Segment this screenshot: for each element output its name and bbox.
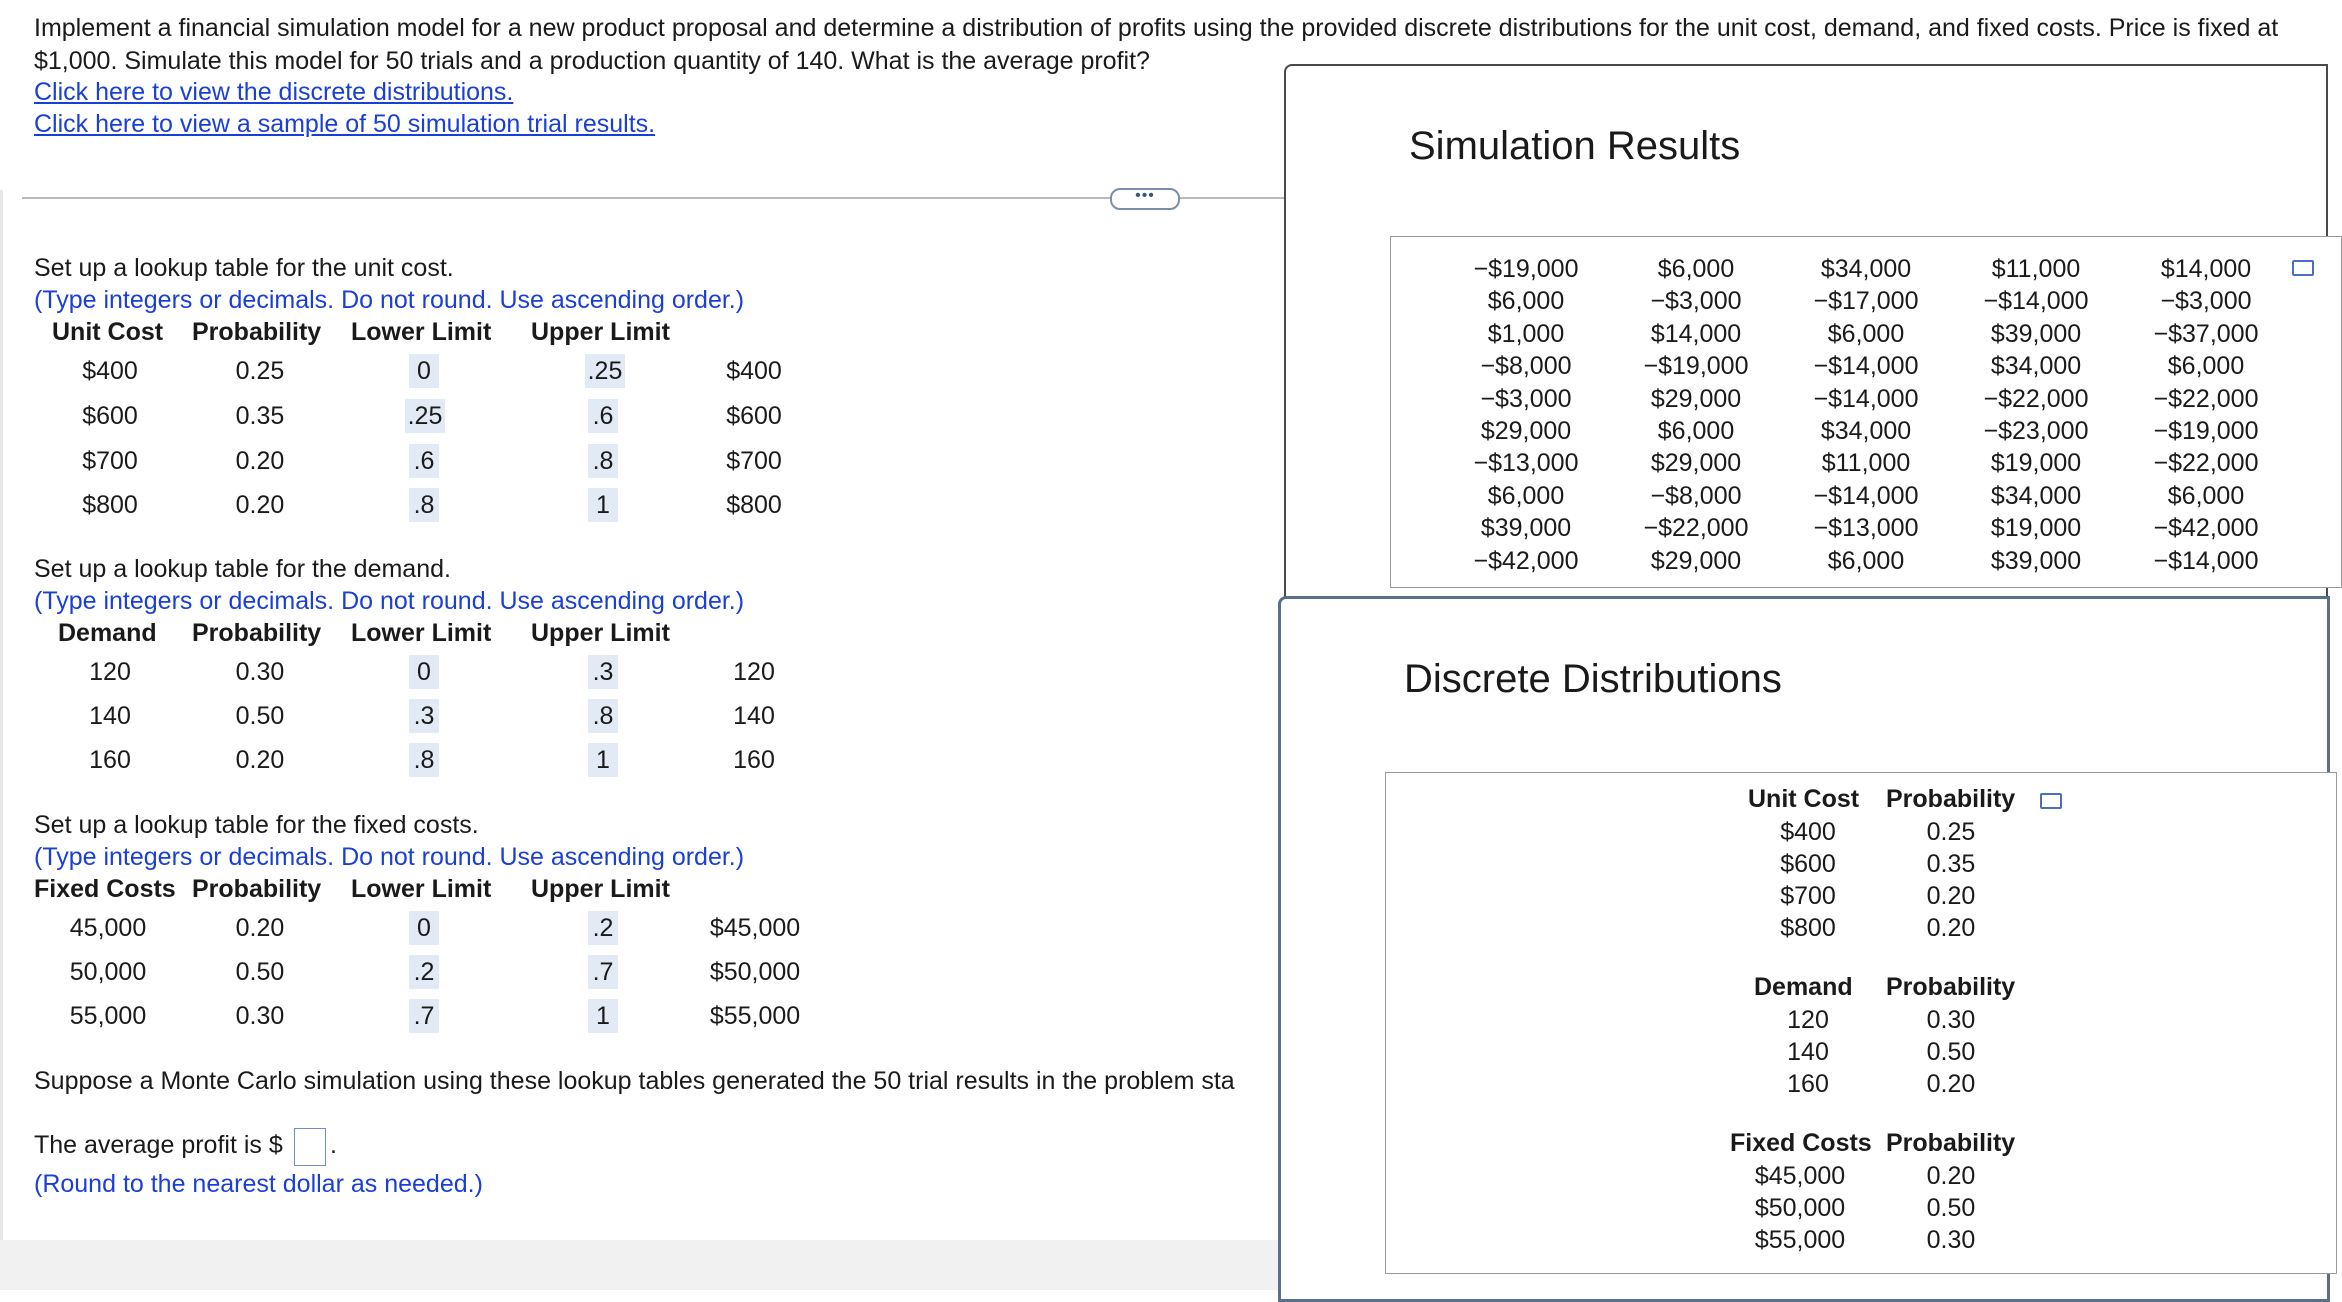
sim-cell: $6,000 (1657, 417, 1735, 446)
answer-prefix: The average profit is $ (34, 1131, 283, 1159)
sim-cell: $6,000 (2167, 481, 2245, 510)
unit-cost-header-value: Unit Cost (52, 318, 164, 346)
discrete-distributions-table (1385, 772, 2337, 1274)
demand-prompt: Set up a lookup table for the demand. (34, 555, 451, 583)
sim-cell: $39,000 (1990, 319, 2082, 348)
dist-demand-value: 160 (1787, 1070, 1829, 1098)
fixed-costs-row-3-value: 55,000 (69, 1002, 147, 1030)
sim-cell: $29,000 (1650, 384, 1742, 413)
answer-suffix: . (330, 1131, 337, 1159)
sim-cell: −$22,000 (2153, 384, 2259, 413)
fixed-costs-row-1-result: $45,000 (709, 914, 801, 942)
dist-fixed-costs-prob: 0.20 (1926, 1162, 1976, 1190)
sim-cell: $34,000 (1820, 417, 1912, 446)
unit-cost-instruction: (Type integers or decimals. Do not round. Use ascending order.) (34, 286, 745, 314)
sim-cell: −$14,000 (1983, 287, 2089, 316)
unit-cost-row-3-result: $700 (726, 447, 782, 475)
sim-cell: $14,000 (1650, 319, 1742, 348)
unit-cost-row-2-value: $600 (82, 402, 138, 430)
fixed-costs-row-3-lower[interactable]: .7 (409, 999, 439, 1033)
sim-cell: $1,000 (1487, 319, 1565, 348)
fixed-costs-prompt: Set up a lookup table for the fixed costs. (34, 811, 479, 839)
sim-cell: −$23,000 (1983, 417, 2089, 446)
copy-icon[interactable] (2040, 793, 2062, 809)
unit-cost-row-1-result: $400 (726, 357, 782, 385)
discrete-distributions-panel (1278, 596, 2330, 1302)
demand-row-3-prob: 0.20 (235, 746, 285, 774)
unit-cost-row-1-value: $400 (82, 357, 138, 385)
sim-cell: $6,000 (2167, 352, 2245, 381)
fixed-costs-instruction: (Type integers or decimals. Do not round. Use ascending order.) (34, 843, 745, 871)
unit-cost-row-4-value: $800 (82, 491, 138, 519)
sim-cell: −$8,000 (1650, 481, 1742, 510)
sim-cell: −$19,000 (2153, 417, 2259, 446)
dist-unit-cost-prob: 0.20 (1926, 914, 1976, 942)
simulation-results-column-2 (1611, 253, 1781, 577)
unit-cost-row-2-prob: 0.35 (235, 402, 285, 430)
more-options-button[interactable]: ••• (1110, 188, 1180, 210)
sim-cell: −$3,000 (1650, 287, 1742, 316)
fixed-costs-row-1-lower[interactable]: 0 (409, 911, 439, 945)
dist-fixed-costs-value: $55,000 (1754, 1226, 1846, 1254)
suppose-text: Suppose a Monte Carlo simulation using these lookup tables generated the 50 trial results in the problem sta (34, 1067, 1235, 1095)
sim-cell: −$17,000 (1813, 287, 1919, 316)
unit-cost-header-lower: Lower Limit (351, 318, 492, 346)
unit-cost-row-4-result: $800 (726, 491, 782, 519)
dist-unit-cost-value: $400 (1780, 818, 1836, 846)
simulation-results-column-3 (1781, 253, 1951, 577)
dist-demand-value: 140 (1787, 1038, 1829, 1066)
demand-row-1-result: 120 (733, 658, 775, 686)
sim-cell: −$3,000 (1480, 384, 1572, 413)
sim-cell: $29,000 (1480, 417, 1572, 446)
demand-row-3-value: 160 (89, 746, 131, 774)
sim-cell: −$19,000 (1473, 255, 1579, 283)
unit-cost-row-2-lower[interactable]: .25 (405, 399, 445, 433)
unit-cost-row-3-lower[interactable]: .6 (409, 444, 439, 478)
sim-cell: −$19,000 (1643, 352, 1749, 381)
unit-cost-row-1-upper[interactable]: .25 (585, 354, 625, 388)
sim-cell: $6,000 (1487, 481, 1565, 510)
copy-icon[interactable] (2292, 260, 2314, 276)
simulation-results-title: Simulation Results (1409, 124, 1741, 168)
fixed-costs-row-2-upper[interactable]: .7 (588, 955, 618, 989)
unit-cost-header-upper: Upper Limit (531, 318, 670, 346)
sim-cell: $39,000 (1480, 514, 1572, 543)
section-divider (22, 197, 1292, 199)
demand-row-2-upper[interactable]: .8 (588, 699, 618, 733)
unit-cost-row-3-upper[interactable]: .8 (588, 444, 618, 478)
average-profit-input[interactable] (294, 1128, 326, 1166)
fixed-costs-row-1-value: 45,000 (69, 914, 147, 942)
sim-cell: −$14,000 (1813, 384, 1919, 413)
demand-row-1-upper[interactable]: .3 (588, 655, 618, 689)
sim-cell: $19,000 (1990, 514, 2082, 543)
dist-unit-cost-header: Unit Cost (1748, 785, 1860, 813)
sim-cell: $14,000 (2160, 255, 2252, 283)
demand-row-2-value: 140 (89, 702, 131, 730)
sim-cell: −$14,000 (1813, 481, 1919, 510)
simulation-results-column-1 (1441, 253, 1611, 577)
fixed-costs-header-lower: Lower Limit (351, 875, 492, 903)
unit-cost-header-probability: Probability (192, 318, 322, 346)
unit-cost-row-4-lower[interactable]: .8 (409, 488, 439, 522)
dist-unit-cost-value: $700 (1780, 882, 1836, 910)
demand-instruction: (Type integers or decimals. Do not round. Use ascending order.) (34, 587, 745, 615)
demand-row-1-value: 120 (89, 658, 131, 686)
unit-cost-row-3-prob: 0.20 (235, 447, 285, 475)
dist-fixed-costs-prob-header: Probability (1886, 1129, 2016, 1157)
demand-row-2-result: 140 (733, 702, 775, 730)
simulation-results-table (1390, 236, 2342, 588)
discrete-distributions-title: Discrete Distributions (1404, 657, 1782, 701)
sim-cell: $6,000 (1487, 287, 1565, 316)
demand-header-value: Demand (58, 619, 157, 647)
demand-row-3-result: 160 (733, 746, 775, 774)
simulation-results-column-4 (1951, 253, 2121, 577)
sim-cell: $6,000 (1827, 319, 1905, 348)
dist-demand-prob-header: Probability (1886, 973, 2016, 1001)
dist-unit-cost-prob: 0.20 (1926, 882, 1976, 910)
demand-row-2-prob: 0.50 (235, 702, 285, 730)
sim-cell: −$14,000 (2153, 546, 2259, 575)
unit-cost-row-4-prob: 0.20 (235, 491, 285, 519)
dist-unit-cost-prob-header: Probability (1886, 785, 2016, 813)
fixed-costs-row-3-upper[interactable]: 1 (588, 999, 618, 1033)
fixed-costs-row-2-lower[interactable]: .2 (409, 955, 439, 989)
sim-cell: −$22,000 (1983, 384, 2089, 413)
dist-demand-value: 120 (1787, 1006, 1829, 1034)
sim-cell: $11,000 (1821, 449, 1911, 478)
sim-cell: $11,000 (1991, 255, 2081, 283)
sim-cell: −$22,000 (2153, 449, 2259, 478)
dist-unit-cost-value: $800 (1780, 914, 1836, 942)
fixed-costs-row-1-upper[interactable]: .2 (588, 911, 618, 945)
bottom-strip (0, 1240, 1290, 1290)
dist-demand-prob: 0.30 (1926, 1006, 1976, 1034)
fixed-costs-header-value: Fixed Costs (34, 875, 176, 903)
sim-cell: $19,000 (1990, 449, 2082, 478)
dist-demand-header: Demand (1754, 973, 1853, 1001)
sim-cell: −$42,000 (2153, 514, 2259, 543)
sim-cell: −$22,000 (1643, 514, 1749, 543)
fixed-costs-row-2-result: $50,000 (709, 958, 801, 986)
dist-fixed-costs-header: Fixed Costs (1730, 1129, 1872, 1157)
fixed-costs-row-2-value: 50,000 (69, 958, 147, 986)
simulation-results-column-5 (2121, 253, 2291, 577)
demand-row-3-lower[interactable]: .8 (409, 743, 439, 777)
pane-left-edge (0, 190, 3, 1240)
dist-demand-prob: 0.20 (1926, 1070, 1976, 1098)
sim-cell: −$8,000 (1480, 352, 1572, 381)
sim-cell: $6,000 (1827, 546, 1905, 575)
sim-cell: $34,000 (1990, 481, 2082, 510)
unit-cost-prompt: Set up a lookup table for the unit cost. (34, 254, 454, 282)
unit-cost-row-4-upper[interactable]: 1 (588, 488, 618, 522)
unit-cost-row-1-lower[interactable]: 0 (409, 354, 439, 388)
sim-cell: −$13,000 (1813, 514, 1919, 543)
dist-unit-cost-prob: 0.25 (1926, 818, 1976, 846)
simulation-results-panel (1284, 64, 2328, 608)
dist-demand-prob: 0.50 (1926, 1038, 1976, 1066)
demand-header-upper: Upper Limit (531, 619, 670, 647)
question-text: Implement a financial simulation model for a new product proposal and determine a distribution of profits using the provided discrete distributions for the unit cost, demand, and fixed costs. Price is fixed at $1,000. Simulate this model for 50 trials and a production quantity of 140. What is the average profit? (34, 14, 2279, 75)
fixed-costs-row-1-prob: 0.20 (235, 914, 285, 942)
sim-cell: $6,000 (1657, 255, 1735, 283)
dist-fixed-costs-value: $45,000 (1754, 1162, 1846, 1190)
link-discrete-distributions[interactable]: Click here to view the discrete distributions. (34, 78, 514, 106)
link-simulation-results[interactable]: Click here to view a sample of 50 simulation trial results. (34, 110, 656, 138)
sim-cell: $34,000 (1990, 352, 2082, 381)
sim-cell: $39,000 (1990, 546, 2082, 575)
sim-cell: $29,000 (1650, 449, 1742, 478)
fixed-costs-header-probability: Probability (192, 875, 322, 903)
answer-hint: (Round to the nearest dollar as needed.) (34, 1170, 483, 1198)
fixed-costs-header-upper: Upper Limit (531, 875, 670, 903)
demand-header-probability: Probability (192, 619, 322, 647)
unit-cost-row-1-prob: 0.25 (235, 357, 285, 385)
dist-fixed-costs-prob: 0.50 (1926, 1194, 1976, 1222)
sim-cell: $29,000 (1650, 546, 1742, 575)
dist-unit-cost-value: $600 (1780, 850, 1836, 878)
sim-cell: −$42,000 (1473, 546, 1579, 575)
fixed-costs-row-3-prob: 0.30 (235, 1002, 285, 1030)
unit-cost-row-2-result: $600 (726, 402, 782, 430)
demand-row-1-prob: 0.30 (235, 658, 285, 686)
sim-cell: −$3,000 (2160, 287, 2252, 316)
sim-cell: −$14,000 (1813, 352, 1919, 381)
demand-row-2-lower[interactable]: .3 (409, 699, 439, 733)
demand-row-3-upper[interactable]: 1 (588, 743, 618, 777)
fixed-costs-row-2-prob: 0.50 (235, 958, 285, 986)
sim-cell: −$37,000 (2153, 319, 2259, 348)
dist-unit-cost-prob: 0.35 (1926, 850, 1976, 878)
unit-cost-row-2-upper[interactable]: .6 (588, 399, 618, 433)
sim-cell: −$13,000 (1473, 449, 1579, 478)
demand-header-lower: Lower Limit (351, 619, 492, 647)
dist-fixed-costs-prob: 0.30 (1926, 1226, 1976, 1254)
unit-cost-row-3-value: $700 (82, 447, 138, 475)
demand-row-1-lower[interactable]: 0 (409, 655, 439, 689)
dist-fixed-costs-value: $50,000 (1754, 1194, 1846, 1222)
sim-cell: $34,000 (1820, 255, 1912, 283)
fixed-costs-row-3-result: $55,000 (709, 1002, 801, 1030)
